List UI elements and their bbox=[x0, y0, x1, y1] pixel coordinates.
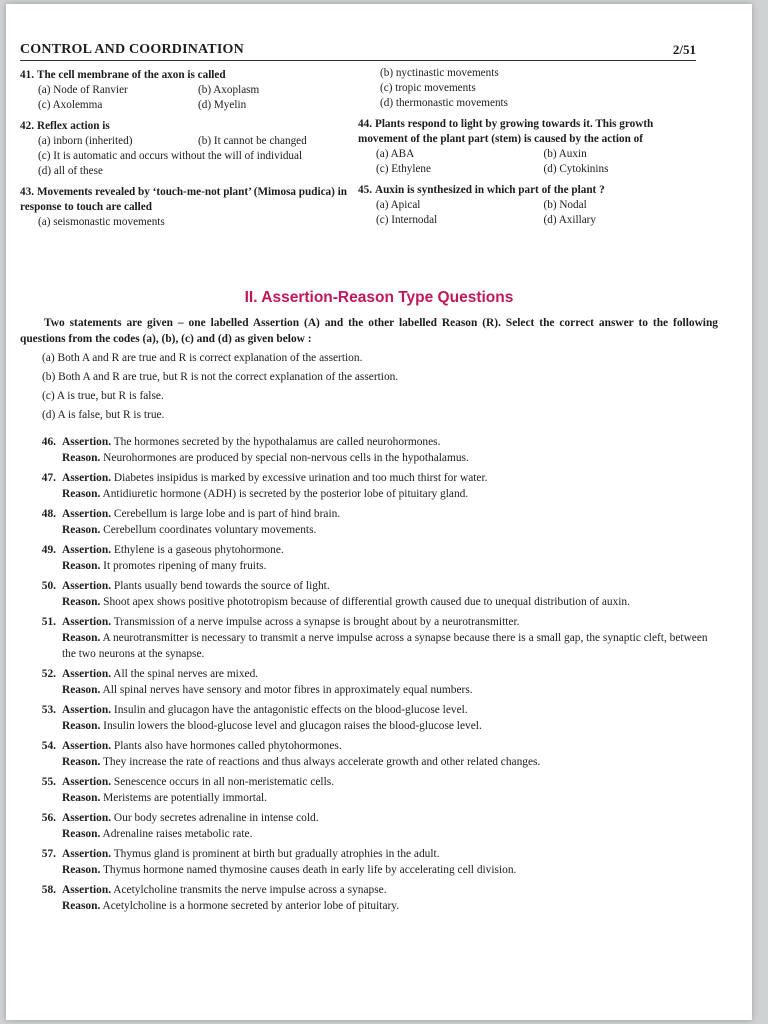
ar-question bbox=[20, 738, 718, 770]
section-instructions bbox=[20, 316, 718, 425]
question-number: 41. bbox=[20, 69, 34, 81]
option: (c) Axolemma bbox=[38, 99, 103, 111]
reason-text: Neurohormones are produced by special non-nervous cells in the hypothalamus. bbox=[103, 452, 469, 464]
instruction-text: Two statements are given – one labelled Assertion (A) and the other labelled Reason (R). Select the correct answer to the following questions from the codes (a), (b), (c) and (d) as given below : bbox=[20, 317, 718, 345]
assertion-label: Assertion. bbox=[62, 668, 112, 680]
textbook-page bbox=[6, 4, 752, 1020]
ar-question bbox=[20, 666, 718, 698]
question-number: 58. bbox=[41, 884, 56, 896]
ar-question bbox=[20, 470, 718, 502]
reason-label: Reason. bbox=[62, 560, 101, 572]
option: (c) Internodal bbox=[376, 214, 438, 226]
answer-code: (a) Both A and R are true and R is correct explanation of the assertion. bbox=[42, 352, 363, 364]
reason-label: Reason. bbox=[62, 720, 101, 732]
question-45 bbox=[358, 183, 703, 228]
mcq-left-column bbox=[20, 68, 350, 236]
assertion-reason-list bbox=[20, 434, 718, 918]
question-stem: Auxin is synthesized in which part of the plant ? bbox=[374, 184, 605, 196]
option: (c) It is automatic and occurs without the will of individual bbox=[38, 150, 303, 162]
question-42 bbox=[20, 119, 350, 179]
reason-label: Reason. bbox=[62, 684, 101, 696]
assertion-text: Acetylcholine transmits the nerve impulse across a synapse. bbox=[113, 884, 387, 896]
option: (b) Nodal bbox=[543, 199, 587, 211]
assertion-label: Assertion. bbox=[62, 704, 112, 716]
question-number: 50. bbox=[41, 580, 56, 592]
ar-question bbox=[20, 846, 718, 878]
assertion-label: Assertion. bbox=[62, 812, 112, 824]
option: (d) Myelin bbox=[198, 99, 247, 111]
question-number: 52. bbox=[41, 668, 56, 680]
assertion-text: Senescence occurs in all non-meristematic cells. bbox=[113, 776, 335, 788]
ar-question bbox=[20, 614, 718, 662]
option: (a) Apical bbox=[376, 199, 421, 211]
option: (c) Ethylene bbox=[376, 163, 431, 175]
assertion-label: Assertion. bbox=[62, 436, 112, 448]
reason-text: All spinal nerves have sensory and motor fibres in approximately equal numbers. bbox=[102, 684, 473, 696]
reason-label: Reason. bbox=[62, 828, 101, 840]
reason-label: Reason. bbox=[62, 452, 101, 464]
chapter-title: CONTROL AND COORDINATION bbox=[20, 42, 244, 57]
assertion-text: Transmission of a nerve impulse across a synapse is brought about by a neurotransmitter. bbox=[113, 616, 520, 628]
reason-text: Acetylcholine is a hormone secreted by anterior lobe of pituitary. bbox=[102, 900, 400, 912]
option: (b) Auxin bbox=[543, 148, 587, 160]
reason-text: Insulin lowers the blood-glucose level and glucagon raises the blood-glucose level. bbox=[103, 720, 482, 732]
assertion-text: All the spinal nerves are mixed. bbox=[113, 668, 259, 680]
reason-text: Cerebellum coordinates voluntary movements. bbox=[103, 524, 317, 536]
reason-label: Reason. bbox=[62, 864, 101, 876]
question-number: 44. bbox=[358, 118, 372, 130]
option: (b) Axoplasm bbox=[198, 84, 260, 96]
reason-text: Antidiuretic hormone (ADH) is secreted by the posterior lobe of pituitary gland. bbox=[102, 488, 469, 500]
question-number: 43. bbox=[20, 186, 34, 198]
question-number: 47. bbox=[41, 472, 56, 484]
ar-question bbox=[20, 542, 718, 574]
assertion-text: Plants also have hormones called phytohormones. bbox=[113, 740, 342, 752]
reason-label: Reason. bbox=[62, 756, 101, 768]
reason-text: Adrenaline raises metabolic rate. bbox=[102, 828, 253, 840]
reason-text: Shoot apex shows positive phototropism because of differential growth caused due to unequal distribution of auxin. bbox=[103, 596, 630, 608]
question-number: 48. bbox=[41, 508, 56, 520]
assertion-label: Assertion. bbox=[62, 616, 112, 628]
question-number: 42. bbox=[20, 120, 34, 132]
reason-text: A neurotransmitter is necessary to transmit a nerve impulse across a synapse because there is a small gap, the synaptic cleft, between the two neurons at the synapse. bbox=[62, 632, 708, 660]
ar-question bbox=[20, 434, 718, 466]
option: (b) It cannot be changed bbox=[198, 135, 307, 147]
assertion-text: Ethylene is a gaseous phytohormone. bbox=[113, 544, 284, 556]
question-41 bbox=[20, 68, 350, 113]
assertion-label: Assertion. bbox=[62, 472, 112, 484]
assertion-text: Cerebellum is large lobe and is part of hind brain. bbox=[113, 508, 341, 520]
section-heading: II. Assertion-Reason Type Questions bbox=[244, 289, 514, 306]
option: (d) Axillary bbox=[543, 214, 597, 226]
reason-text: Meristems are potentially immortal. bbox=[103, 792, 268, 804]
reason-label: Reason. bbox=[62, 488, 101, 500]
reason-label: Reason. bbox=[62, 900, 101, 912]
ar-question bbox=[20, 810, 718, 842]
reason-text: They increase the rate of reactions and thus always accelerate growth and other related changes. bbox=[102, 756, 541, 768]
question-stem: Plants respond to light by growing towards it. This growth movement of the plant part (stem) is caused by the action of bbox=[358, 118, 654, 145]
reason-text: Thymus hormone named thymosine causes death in early life by accelerating cell division. bbox=[102, 864, 517, 876]
question-stem: Movements revealed by ‘touch-me-not plant’ (Mimosa pudica) in response to touch are called bbox=[20, 186, 347, 213]
question-number: 51. bbox=[41, 616, 56, 628]
assertion-label: Assertion. bbox=[62, 508, 112, 520]
option: (a) inborn (inherited) bbox=[38, 135, 133, 147]
assertion-label: Assertion. bbox=[62, 580, 112, 592]
page-header bbox=[20, 36, 696, 61]
question-number: 49. bbox=[41, 544, 56, 556]
option: (d) Cytokinins bbox=[543, 163, 609, 175]
page-number: 2/51 bbox=[672, 42, 696, 57]
assertion-label: Assertion. bbox=[62, 848, 112, 860]
reason-text: It promotes ripening of many fruits. bbox=[103, 560, 267, 572]
ar-question bbox=[20, 882, 718, 914]
ar-question bbox=[20, 774, 718, 806]
question-number: 45. bbox=[358, 184, 372, 196]
reason-label: Reason. bbox=[62, 632, 101, 644]
reason-label: Reason. bbox=[62, 524, 101, 536]
question-stem: Reflex action is bbox=[36, 120, 110, 132]
question-43 bbox=[20, 185, 350, 230]
assertion-text: Thymus gland is prominent at birth but gradually atrophies in the adult. bbox=[113, 848, 440, 860]
ar-question bbox=[20, 702, 718, 734]
option: (a) Node of Ranvier bbox=[38, 84, 128, 96]
ar-question bbox=[20, 506, 718, 538]
assertion-label: Assertion. bbox=[62, 884, 112, 896]
option: (a) seismonastic movements bbox=[38, 216, 165, 228]
reason-label: Reason. bbox=[62, 596, 101, 608]
option: (c) tropic movements bbox=[380, 82, 476, 94]
option: (d) all of these bbox=[38, 165, 103, 177]
assertion-label: Assertion. bbox=[62, 740, 112, 752]
question-number: 53. bbox=[41, 704, 56, 716]
mcq-right-column bbox=[358, 66, 703, 234]
question-number: 56. bbox=[41, 812, 56, 824]
option: (d) thermonastic movements bbox=[380, 97, 509, 109]
question-number: 57. bbox=[41, 848, 56, 860]
assertion-text: The hormones secreted by the hypothalamus are called neurohormones. bbox=[113, 436, 441, 448]
option: (b) nyctinastic movements bbox=[380, 67, 499, 79]
option: (a) ABA bbox=[376, 148, 415, 160]
answer-code: (b) Both A and R are true, but R is not the correct explanation of the assertion. bbox=[42, 371, 399, 383]
assertion-text: Diabetes insipidus is marked by excessive urination and too much thirst for water. bbox=[113, 472, 488, 484]
question-stem: The cell membrane of the axon is called bbox=[36, 69, 226, 81]
question-44 bbox=[358, 117, 703, 177]
question-number: 55. bbox=[41, 776, 56, 788]
answer-codes bbox=[20, 349, 718, 425]
question-43-continued-options bbox=[358, 66, 703, 111]
answer-code: (c) A is true, but R is false. bbox=[42, 390, 164, 402]
assertion-text: Plants usually bend towards the source of light. bbox=[113, 580, 330, 592]
assertion-text: Insulin and glucagon have the antagonistic effects on the blood-glucose level. bbox=[113, 704, 468, 716]
assertion-label: Assertion. bbox=[62, 544, 112, 556]
assertion-label: Assertion. bbox=[62, 776, 112, 788]
assertion-text: Our body secretes adrenaline in intense cold. bbox=[113, 812, 319, 824]
question-number: 46. bbox=[41, 436, 56, 448]
reason-label: Reason. bbox=[62, 792, 101, 804]
answer-code: (d) A is false, but R is true. bbox=[42, 409, 165, 421]
ar-question bbox=[20, 578, 718, 610]
question-number: 54. bbox=[41, 740, 56, 752]
